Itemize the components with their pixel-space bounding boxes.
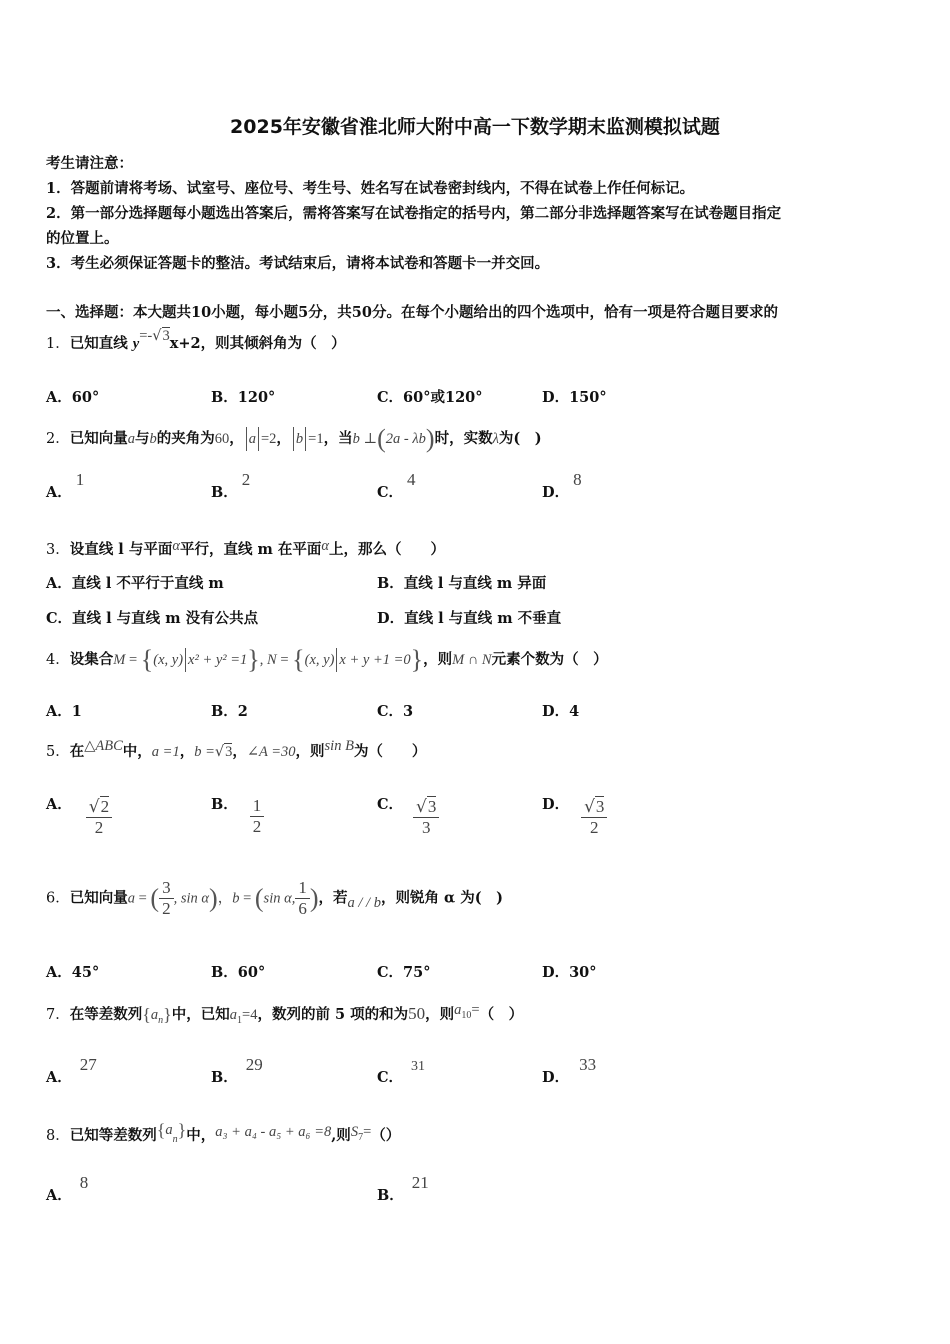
option-c[interactable]: C．31 (377, 1059, 426, 1086)
question-3: 3．设直线 l 与平面α平行，直线 m 在平面α上，那么（ ） (46, 538, 446, 558)
option-b[interactable]: B．2 (211, 703, 248, 720)
notice-item: 2．第一部分选择题每小题选出答案后，需将答案写在试卷指定的括号内，第二部分非选择题答案写在试卷题目指定 (46, 205, 782, 222)
question-6: 6．已知向量a = ( $\frac{3}{2}$ , sin α)，b = (sin α, $\frac{1}{6}$ )，若a / / b，则锐角 α 为( ) (46, 878, 503, 918)
option-a[interactable]: A．27 (46, 1055, 97, 1086)
question-number: 7． (46, 1007, 70, 1023)
option-a[interactable]: A． $\frac{√2}{2}$ (46, 796, 112, 838)
option-d[interactable]: D．8 (542, 470, 582, 501)
option-d[interactable]: D．直线 l 与直线 m 不垂直 (377, 610, 562, 627)
option-c[interactable]: C．3 (377, 703, 414, 720)
question-number: 4． (46, 652, 70, 668)
option-b[interactable]: B．21 (377, 1173, 429, 1204)
question-8: 8．已知等差数列$\{a_n\}$中，a₃ + a₄ - a₅ + a₆ =8,则$S_7=()$ (46, 1119, 401, 1145)
option-b[interactable]: B．29 (211, 1055, 263, 1086)
question-number: 3． (46, 542, 70, 558)
question-number: 2． (46, 431, 70, 447)
option-c[interactable]: C． $\frac{√3}{3}$ (377, 796, 439, 838)
option-d[interactable]: D．4 (542, 703, 580, 720)
option-c[interactable]: C．75° (377, 964, 431, 981)
option-a[interactable]: A．1 (46, 470, 85, 501)
option-b[interactable]: B．120° (211, 389, 276, 406)
option-a[interactable]: A．60° (46, 389, 100, 406)
question-7: 7．在等差数列$\{a_n\}$中，已知$a_1=4$，数列的前 5 项的和为50，则$a_{10}=$（ ） (46, 1002, 524, 1026)
question-5: 5．在△ABC中，a =1，b =√3，∠A =30，则sin B为（ ） (46, 738, 427, 760)
option-c[interactable]: C．直线 l 与直线 m 没有公共点 (46, 610, 259, 627)
option-b[interactable]: B．60° (211, 964, 266, 981)
option-d[interactable]: D．150° (542, 389, 607, 406)
option-c[interactable]: C．60°或120° (377, 389, 483, 406)
page-title: 2025年安徽省淮北师大附中高一下数学期末监测模拟试题 (230, 116, 720, 138)
notice-heading: 考生请注意： (46, 155, 133, 172)
question-1: 1．已知直线 y=-√3x+2，则其倾斜角为（ ） (46, 328, 346, 352)
option-a[interactable]: A．1 (46, 703, 82, 720)
option-a[interactable]: A．45° (46, 964, 100, 981)
option-a[interactable]: A．8 (46, 1173, 89, 1204)
notice-item: 1．答题前请将考场、试室号、座位号、考生号、姓名写在试卷密封线内，不得在试卷上作任何标记。 (46, 180, 695, 197)
question-2: 2．已知向量a与b的夹角为60， a =2， b =1，当b ⊥(2a - λb)时，实数λ为( ) (46, 424, 542, 453)
notice-item: 3．考生必须保证答题卡的整洁。考试结束后，请将本试卷和答题卡一并交回。 (46, 255, 550, 272)
option-d[interactable]: D．30° (542, 964, 597, 981)
notice-item: 的位置上。 (46, 230, 119, 247)
option-d[interactable]: D．33 (542, 1055, 597, 1086)
question-number: 5． (46, 744, 70, 760)
question-4: 4．设集合M = {(x, y) x² + y² =1}, N = {(x, y) x + y +1 =0}，则M ∩ N元素个数为（ ） (46, 645, 608, 674)
question-number: 1． (46, 336, 70, 352)
option-c[interactable]: C．4 (377, 470, 416, 501)
section-heading: 一、选择题：本大题共10小题，每小题5分，共50分。在每个小题给出的四个选项中，恰有一项是符合题目要求的 (46, 304, 778, 321)
option-a[interactable]: A．直线 l 不平行于直线 m (46, 575, 224, 592)
option-d[interactable]: D． $\frac{√3}{2}$ (542, 796, 607, 838)
question-number: 6． (46, 890, 70, 907)
question-number: 8． (46, 1128, 70, 1144)
option-b[interactable]: B．直线 l 与直线 m 异面 (377, 575, 547, 592)
option-b[interactable]: B． $\frac{1}{2}$ (211, 796, 264, 837)
option-b[interactable]: B．2 (211, 470, 251, 501)
